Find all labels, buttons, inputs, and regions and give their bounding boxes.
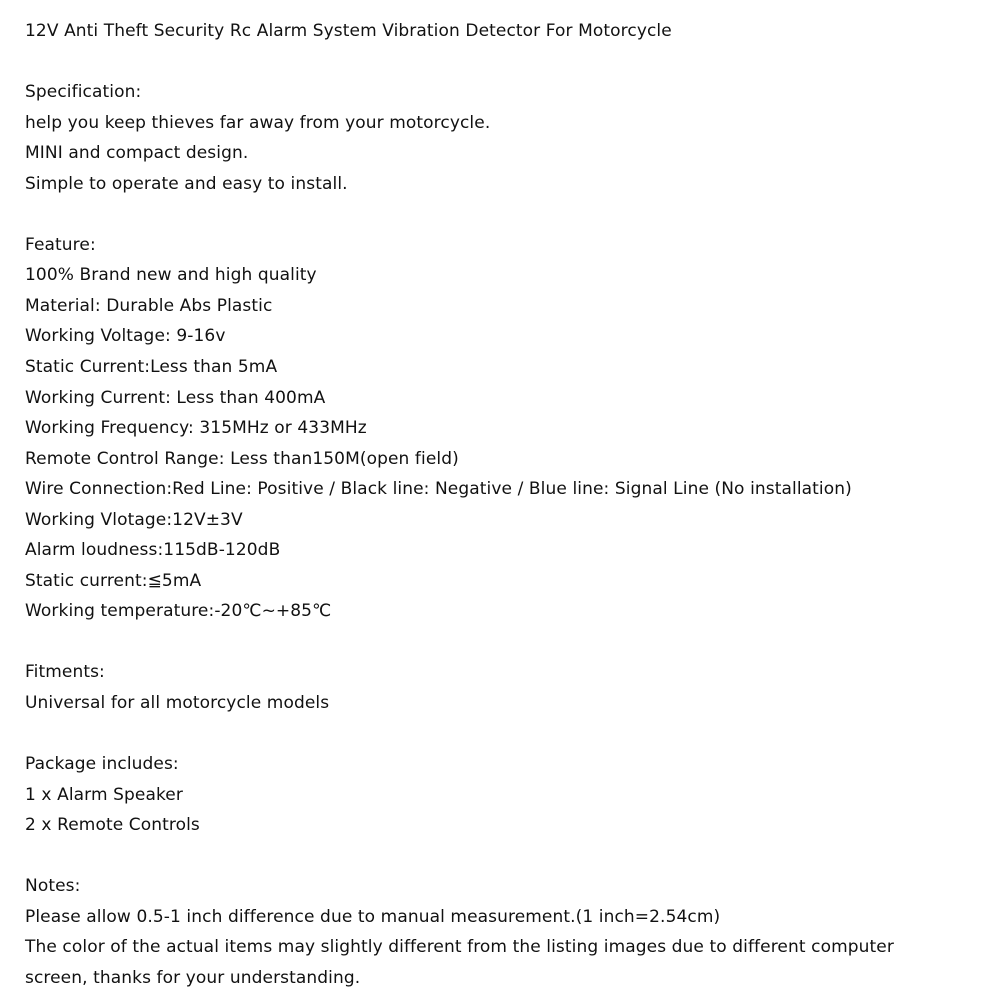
fitments-heading: Fitments:	[25, 662, 105, 683]
feature-line: Material: Durable Abs Plastic	[25, 295, 273, 316]
package-heading: Package includes:	[25, 754, 179, 775]
feature-line: Working Vlotage:12V±3V	[25, 509, 243, 530]
blank-line	[25, 47, 1000, 78]
notes-line: Please allow 0.5-1 inch difference due to manual measurement.(1 inch=2.54cm)	[25, 906, 721, 927]
fitments-line: Universal for all motorcycle models	[25, 693, 330, 714]
specification-line: Simple to operate and easy to install.	[25, 173, 348, 194]
notes-line: The color of the actual items may slightly different from the listing images due to different computer	[25, 937, 894, 958]
notes-heading: Notes:	[25, 876, 81, 897]
specification-heading: Specification:	[25, 82, 142, 103]
feature-line: Remote Control Range: Less than150M(open field)	[25, 448, 459, 469]
feature-line: 100% Brand new and high quality	[25, 265, 317, 286]
feature-line: Static current:≦5mA	[25, 570, 202, 591]
feature-line: Working temperature:-20℃~+85℃	[25, 601, 332, 622]
notes-line: screen, thanks for your understanding.	[25, 967, 361, 988]
feature-line: Working Current: Less than 400mA	[25, 387, 326, 408]
blank-line	[25, 627, 1000, 658]
blank-line	[25, 199, 1000, 230]
feature-heading: Feature:	[25, 234, 96, 255]
feature-line: Static Current:Less than 5mA	[25, 357, 278, 378]
feature-line: Wire Connection:Red Line: Positive / Black line: Negative / Blue line: Signal Line (No installation)	[25, 479, 852, 500]
feature-line: Alarm loudness:115dB-120dB	[25, 540, 281, 561]
specification-line: help you keep thieves far away from your motorcycle.	[25, 112, 491, 133]
blank-line	[25, 719, 1000, 750]
package-line: 1 x Alarm Speaker	[25, 784, 183, 805]
specification-line: MINI and compact design.	[25, 143, 249, 164]
blank-line	[25, 841, 1000, 872]
feature-line: Working Frequency: 315MHz or 433MHz	[25, 418, 367, 439]
package-line: 2 x Remote Controls	[25, 815, 200, 836]
document-title: 12V Anti Theft Security Rc Alarm System Vibration Detector For Motorcycle	[25, 21, 672, 41]
feature-line: Working Voltage: 9-16v	[25, 326, 226, 347]
